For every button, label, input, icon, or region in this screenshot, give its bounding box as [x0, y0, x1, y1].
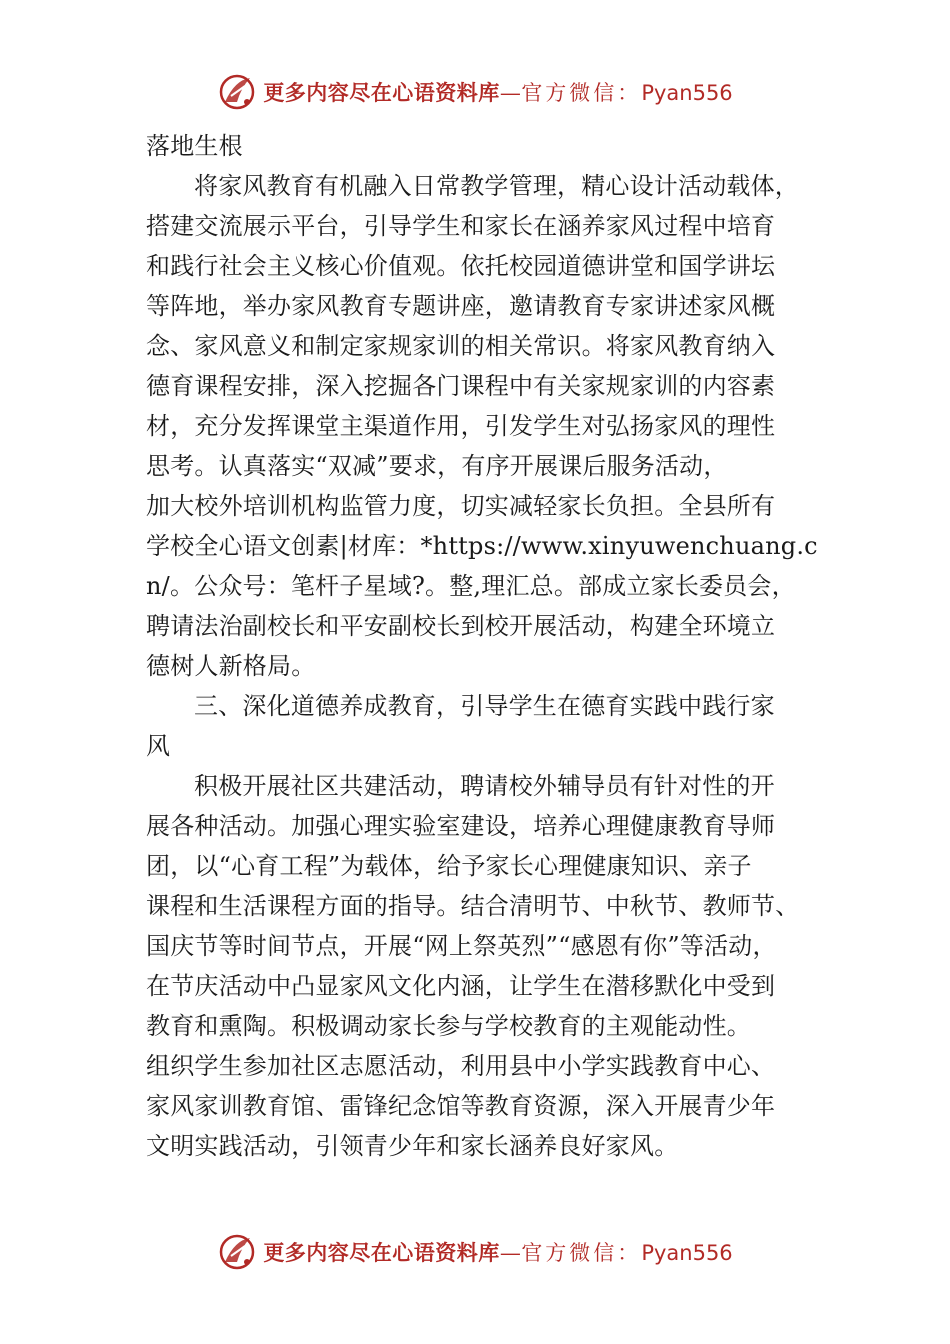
text-line: 思考。认真落实“双减”要求，有序开展课后服务活动， [146, 452, 728, 480]
watermark-text [263, 1237, 732, 1267]
section-heading: 三、深化道德养成教育，引导学生在德育实践中践行家 [194, 692, 775, 720]
header-watermark [0, 70, 950, 114]
text-line: 积极开展社区共建活动，聘请校外辅导员有针对性的开 [194, 772, 775, 800]
text-line: 在节庆活动中凸显家风文化内涵，让学生在潜移默化中受到 [146, 972, 776, 1000]
section-heading-tail: 风 [146, 732, 171, 760]
text-line: 国庆节等时间节点，开展“网上祭英烈”“感恩有你”等活动， [146, 932, 777, 960]
text-line: 加大校外培训机构监管力度，切实减轻家长负担。全县所有 [146, 492, 776, 520]
text-line: 教育和熏陶。积极调动家长参与学校教育的主观能动性。 [146, 1012, 751, 1040]
watermark-wechat-label: 官方微信： [521, 81, 642, 105]
watermark-dash: — [499, 1241, 522, 1265]
text-line: 展各种活动。加强心理实验室建设，培养心理健康教育导师 [146, 812, 776, 840]
text-line: 聘请法治副校长和平安副校长到校开展活动，构建全环境立 [146, 612, 776, 640]
text-line: 团，以“心育工程”为载体，给予家长心理健康知识、亲子 [146, 852, 752, 880]
text-line: 组织学生参加社区志愿活动，利用县中小学实践教育中心、 [146, 1052, 776, 1080]
text-line: 学校全心语文创素|材库：*https://www.xinyuwenchuang.c [146, 532, 818, 560]
text-line: 文明实践活动，引领青少年和家长涵养良好家风。 [146, 1132, 679, 1160]
text-line: 和践行社会主义核心价值观。依托校园道德讲堂和国学讲坛 [146, 252, 776, 280]
text-line: 念、家风意义和制定家规家训的相关常识。将家风教育纳入 [146, 332, 776, 360]
watermark-main: 更多内容尽在心语资料库 [263, 1240, 500, 1265]
text-line: 德育课程安排，深入挖掘各门课程中有关家规家训的内容素 [146, 372, 776, 400]
watermark-text [263, 77, 732, 107]
text-line: n/。公众号：笔杆子星域?。整,理汇总。部成立家长委员会， [146, 572, 796, 600]
text-line: 落地生根 [146, 132, 243, 160]
footer-watermark [0, 1230, 950, 1274]
watermark-main: 更多内容尽在心语资料库 [263, 80, 500, 105]
text-line: 课程和生活课程方面的指导。结合清明节、中秋节、教师节、 [146, 892, 800, 920]
text-line: 家风家训教育馆、雷锋纪念馆等教育资源，深入开展青少年 [146, 1092, 776, 1120]
text-line: 材，充分发挥课堂主渠道作用，引发学生对弘扬家风的理性 [146, 412, 776, 440]
text-line: 德树人新格局。 [146, 652, 316, 680]
brand-logo-icon [217, 1232, 257, 1272]
brand-logo-icon [217, 72, 257, 112]
watermark-wechat-id: Pyan556 [641, 1241, 733, 1265]
text-line: 等阵地，举办家风教育专题讲座，邀请教育专家讲述家风概 [146, 292, 776, 320]
text-line: 搭建交流展示平台，引导学生和家长在涵养家风过程中培育 [146, 212, 776, 240]
watermark-wechat-id: Pyan556 [641, 81, 733, 105]
watermark-wechat-label: 官方微信： [521, 1241, 642, 1265]
watermark-dash: — [499, 81, 522, 105]
document-body [146, 126, 846, 1166]
text-line: 将家风教育有机融入日常教学管理，精心设计活动载体， [194, 172, 799, 200]
